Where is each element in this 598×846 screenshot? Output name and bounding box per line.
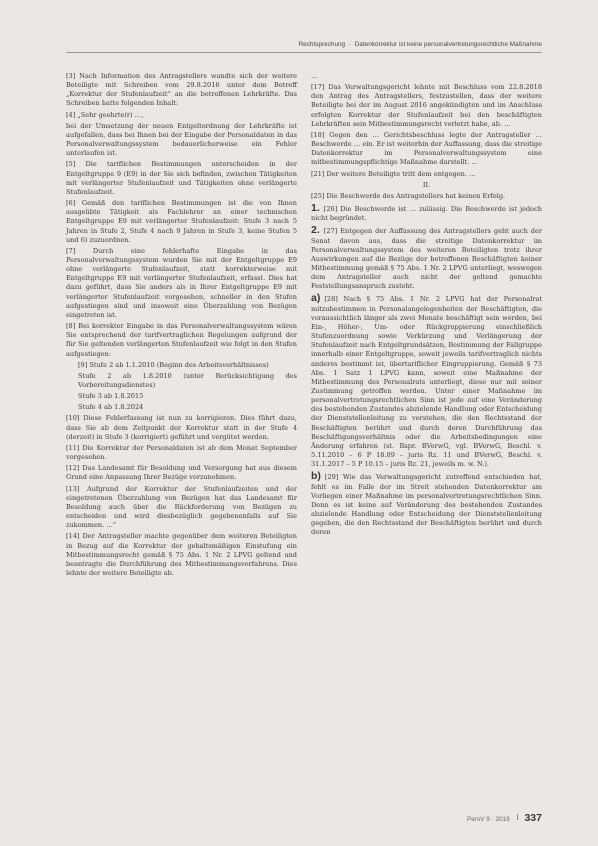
paragraph: [26] Die Beschwerde ist … zulässig. Die Beschwerde ist jedoch nicht begründet.	[311, 205, 542, 223]
paragraph: [13] Aufgrund der Korrektur der Stufenlaufzeiten und der eingetretenen Überzahlung von Bezügen hat das Landesamt für Besoldung auch über die Rückforderung von Bezügen zu entscheiden und wird diesbezüglich gegebenenfalls auf Sie zukommen. …“	[66, 484, 297, 530]
stufe-line: Stufe 4 ab 1.8.2024	[78, 403, 144, 412]
right-column	[311, 72, 542, 540]
page-footer	[467, 808, 542, 826]
header-rule	[66, 52, 542, 53]
running-header: Rechtsprechung · Datenkorrektur ist keine personalvertretungsrechtliche Maßnahme	[298, 41, 542, 48]
paragraph: [21] Der weitere Beteiligte tritt dem entgegen. …	[311, 169, 476, 178]
paragraph: [3] Nach Information des Antragstellers wandte sich der weitere Beteiligte mit Schreiben vom 29.8.2016 unter dem Betreff „Korrektur der Stufenlaufzeit“ an die betroffenen Lehrkräfte. Das Schreiben hatte folgenden Inhalt:	[66, 72, 297, 108]
section-letter-a: a)	[311, 292, 321, 305]
left-column	[66, 72, 297, 580]
header-section: Rechtsprechung	[298, 41, 346, 48]
section-letter-b: b)	[311, 470, 321, 483]
paragraph: bei der Umsetzung der neuen Entgeltordnung der Lehrkräfte ist aufgefallen, dass bei Ihnen bei der Eingabe der Personaldaten in das Personalverwaltungssystem bedauerlicherweise ein Fehler unterlaufen ist.	[66, 121, 297, 158]
paragraph: [12] Das Landesamt für Besoldung und Versorgung hat aus diesem Grund eine Anpassung Ihrer Bezüge vorzunehmen.	[66, 464, 297, 482]
paragraph: [11] Die Korrektur der Personaldaten ist ab dem Monat September vorgesehen.	[66, 443, 297, 462]
paragraph: [10] Diese Fehlerfassung ist nun zu korrigieren. Dies führt dazu, dass Sie ab dem Zeitpunkt der Korrektur statt in der Stufe 4 (derzeit) in Stufe 3 (korrigiert) geführt und vergütet werden.	[66, 414, 297, 441]
paragraph: [17] Das Verwaltungsgericht lehnte mit Beschluss vom 22.8.2018 den Antrag des Antragstellers, festzustellen, dass der weitere Beteiligte bei der im August 2016 angekündigten und im Anschluss erfolgten Korrektur der Stufenlaufzeit bei den beschäftigten Lehrkräften sein Mitbestimmungsrecht verletzt habe, ab. …	[311, 83, 542, 128]
footer-divider	[517, 814, 518, 820]
section-number-2: 2.	[311, 224, 320, 237]
paragraph: [25] Die Beschwerde des Antragstellers hat keinen Erfolg.	[311, 191, 506, 200]
paragraph: [8] Bei korrekter Eingabe in das Personalverwaltungssystem wären Sie entsprechend der tarifvertraglichen Regelungen aufgrund der für Sie geltenden verlängerten Stufenlaufzeit wie folgt in den Stufen aufgestiegen:	[66, 322, 297, 358]
page-number: 337	[524, 812, 542, 824]
paragraph: [6] Gemäß den tariflichen Bestimmungen ist die von Ihnen ausgeübte Tätigkeit als Fachlehrer an einer technischen Entgeltgruppe E9 mit verlängerter Stufenlaufzeit: Stufe 3 nach 5 Jahren in Stufe 2, Stufe 4 nach 9 Jahren in Stufe 3, keine Stufen 5 und 6) zuzuordnen.	[66, 199, 297, 244]
paragraph: [4] „Sehr geehrte(r) …,	[66, 110, 144, 119]
paragraph: [5] Die tariflichen Bestimmungen unterscheiden in der Entgeltgruppe 9 (E9) in der Sie sich befinden, zwischen Tätigkeiten mit verlängerter Stufenlaufzeit und Tätigkeiten ohne verlängerte Stufenlaufzeit.	[66, 160, 297, 196]
journal-issue: PersV 9 · 2019	[467, 816, 510, 823]
ellipsis: …	[311, 72, 318, 80]
paragraph: [18] Gegen den … Gerichtsbeschluss legte der Antragsteller … Beschwerde … ein. Er ist weiterhin der Auffassung, dass die streitige Datenkorrektur im Personalverwaltungssystem eine mitbestimmungspflichtige Maßnahme darstellt. …	[311, 130, 542, 167]
stufe-line: Stufe 2 ab 1.8.2010 (unter Berücksichtigung des Vorbereitungsdienstes)	[78, 371, 297, 389]
paragraph: [27] Entgegen der Auffassung des Antragstellers geht auch der Senat davon aus, dass die streitige Datenkorrektur im Personalverwaltungssystem des weiteren Beteiligten trotz ihrer Auswirkungen auf die Bezüge der betroffenen Beschäftigten keiner Mitbestimmung gemäß § 75 Abs. 1 Nr. 2 LPVG unterliegt, weswegen dem Antragsteller auch nicht der geltend gemachte Feststellungsanspruch zusteht.	[311, 227, 542, 291]
stufe-line: Stufe 3 ab 1.8.2015	[78, 392, 144, 401]
section-number-1: 1.	[311, 202, 320, 215]
section-heading-ii: II.	[422, 180, 431, 189]
paragraph: [29] Wie das Verwaltungsgericht zutreffend entschieden hat, fehlt es im Falle der im Streit stehenden Datenkorrektur am Vorliegen einer Maßnahme im personalvertretungsrechtlichen Sinn. Denn es ist keine auf Veränderung des bestehenden Zustandes abzielende Handlung oder Entscheidung der Dienststellenleitung gegeben, die den Rechtsstand der Beschäftigten berührt und durch deren	[311, 473, 542, 537]
paragraph: [28] Nach § 75 Abs. 1 Nr. 2 LPVG hat der Personalrat mitzubestimmen in Personalangelegenheiten der Beschäftigten, die voraussichtlich länger als zwei Monate beschäftigt sein werden, bei Ein-, Höher-, Um- oder Rückgruppierung einschließlich Stufenzuordnung sowie Verkürzung und Verlängerung der Stufenlaufzeit nach Entgeltgrundsätzen, Bestimmung der Fallgruppe innerhalb einer Entgeltgruppe, soweit jeweils tarifvertraglich nichts anderes bestimmt ist, übertariflicher Eingruppierung. Gemäß § 73 Abs. 1 Satz 1 LPVG kann, soweit eine Maßnahme der Mitbestimmung des Personalrats unterliegt, diese nur mit seiner Zustimmung getroffen werden. Unter einer Maßnahme im personalvertretungsrechtlichen Sinn ist jede auf eine Veränderung des bestehenden Zustandes abzielende Handlung oder Entscheidung der Dienststellenleitung zu verstehen, die den Rechtsstand der Beschäftigten berührt und durch deren Durchführung das Beschäftigungsverhältnis oder die Arbeitsbedingungen eine Änderung erfahren (st. Rspr. BVerwG, vgl. BVerwG, Beschl. v. 5.11.2010 – 6 P 18.09 – juris Rz. 11 und BVerwG, Beschl. v. 31.1.2017 – 5 P 10.15 – juris Rz. 21, jeweils m. w. N.).	[311, 295, 542, 469]
stufe-line: [9] Stufe 2 ab 1.1.2010 (Beginn des Arbeitsverhältnisses)	[78, 360, 269, 369]
paragraph: [7] Durch eine fehlerhafte Eingabe in das Personalverwaltungssystem wurden Sie mit der Entgeltgruppe E9 ohne verlängerte Stufenlaufzeit, statt korrekterweise mit Entgeltgruppe E9 mit verlängerter Stufenlaufzeit, erfasst. Dies hat dazu geführt, dass Sie anders als in Ihrer Entgeltgruppe E9 mit verlängerter Stufenlaufzeit vorgesehen, schneller in den Stufen aufgestiegen sind und insoweit eine Überzahlung von Bezügen eingetreten ist.	[66, 246, 297, 319]
paragraph: [14] Der Antragsteller machte gegenüber dem weiteren Beteiligten in Bezug auf die Korrektur der gehaltsmäßigen Einstufung ein Mitbestimmungsrecht gemäß § 75 Abs. 1 Nr. 2 LPVG geltend und beantragte die Durchführung des Mitbestimmungsverfahrens. Dies lehnte der weitere Beteiligte ab.	[66, 532, 297, 577]
header-title: Datenkorrektur ist keine personalvertretungsrechtliche Maßnahme	[354, 41, 542, 48]
